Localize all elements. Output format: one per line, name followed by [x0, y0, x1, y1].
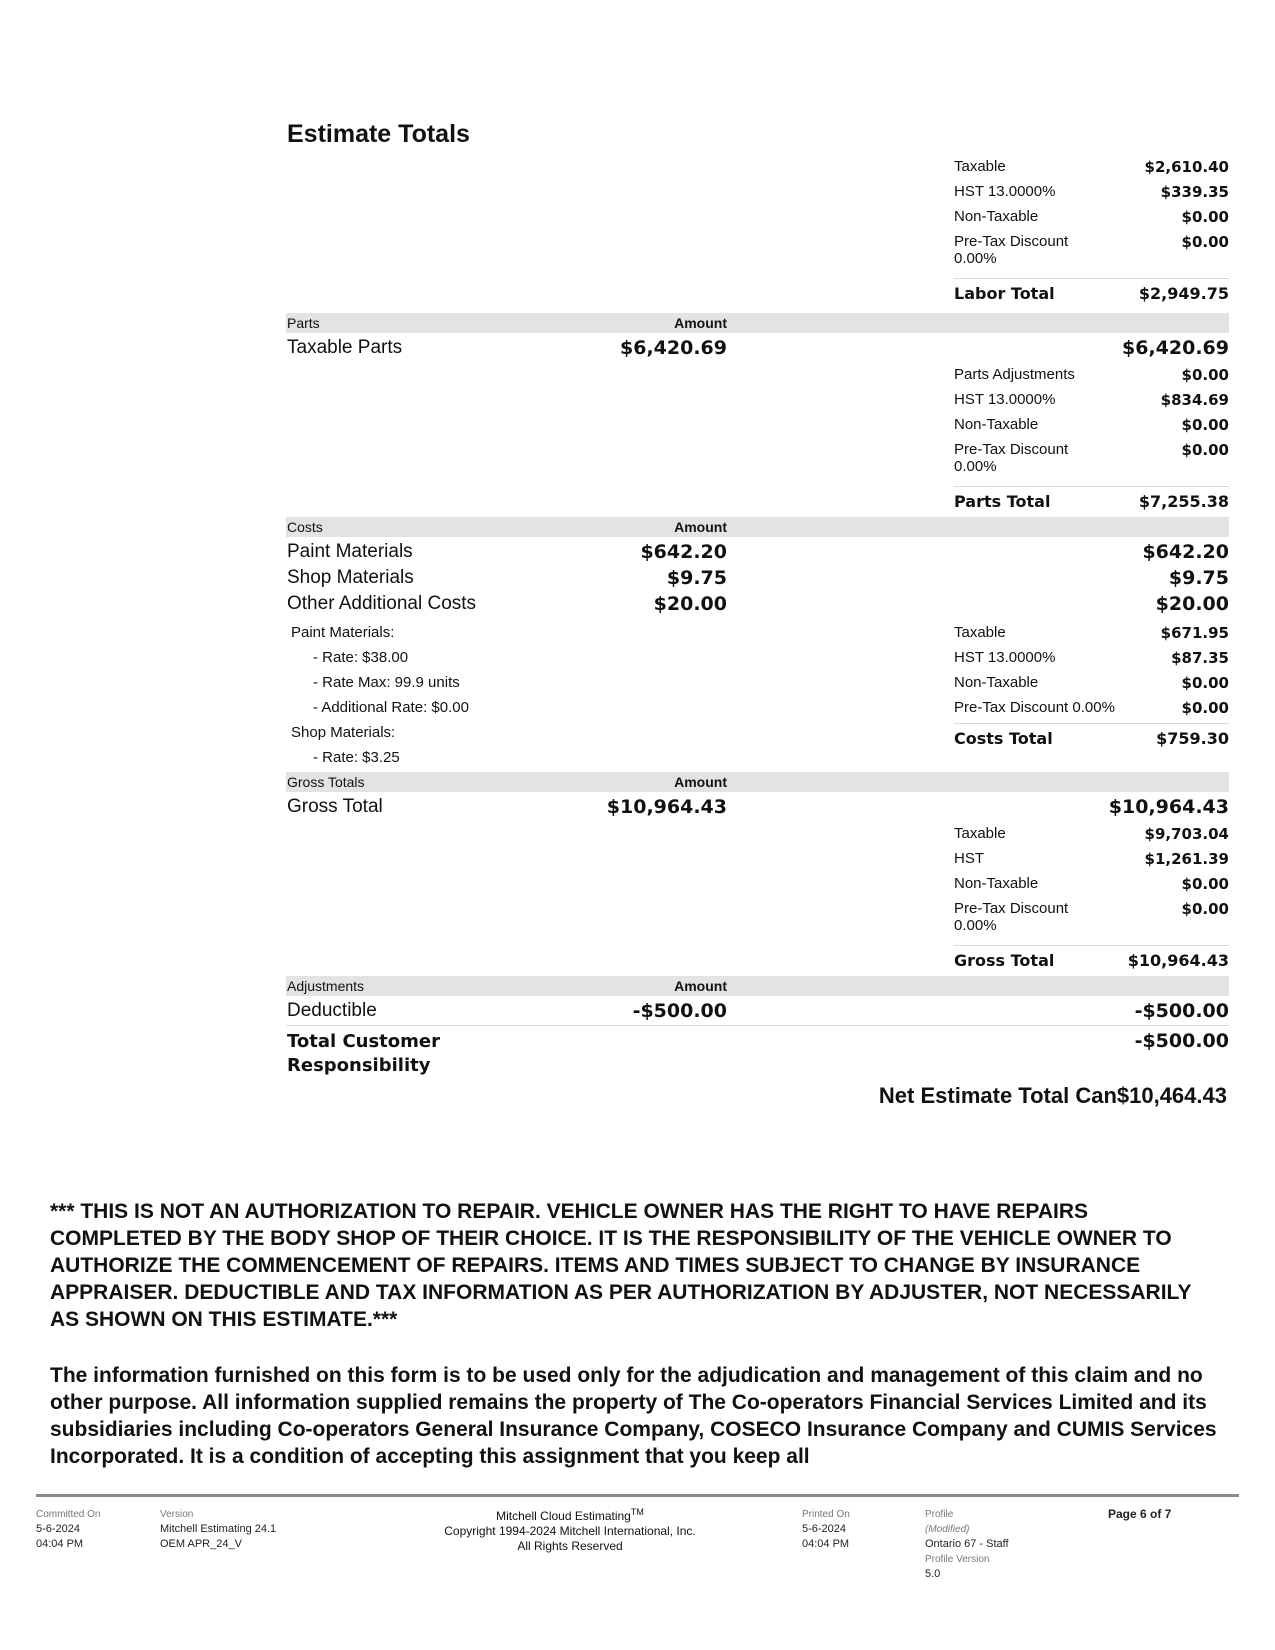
paint-materials-amount: $642.20	[640, 541, 727, 563]
gross-nontaxable-row	[954, 875, 1229, 893]
footer-version: Version Mitchell Estimating 24.1 OEM APR_24_V	[160, 1509, 277, 1550]
labor-nontaxable-row	[954, 208, 1229, 226]
adjustments-header-bar	[286, 976, 1229, 996]
paint-materials-right-amount: $642.20	[1142, 541, 1229, 563]
labor-hst-label: HST 13.0000%	[954, 183, 1056, 200]
cost-note: - Rate: $38.00	[313, 649, 409, 666]
adjustments-header: Adjustments	[287, 978, 365, 994]
footer-copyright: Mitchell Cloud Estimating™ Copyright 1994-2024 Mitchell International, Inc. All Rights Reserved	[444, 1507, 696, 1553]
gross-total-amount: $10,964.43	[606, 796, 727, 818]
footer-divider	[36, 1494, 1239, 1497]
parts-hst-row	[954, 391, 1229, 409]
costs-discount-label: Pre-Tax Discount 0.00%	[954, 699, 1115, 716]
net-estimate-total: Net Estimate Total Can$10,464.43	[878, 1083, 1227, 1108]
shop-materials-right-amount: $9.75	[1168, 567, 1229, 589]
other-costs-right-amount: $20.00	[1155, 593, 1229, 615]
parts-nontaxable-label: Non-Taxable	[954, 416, 1039, 433]
cost-note: - Additional Rate: $0.00	[313, 699, 469, 716]
gross-taxable-row	[954, 825, 1229, 843]
gross-header: Gross Totals	[287, 774, 365, 790]
deductible-amount: -$500.00	[632, 1000, 727, 1022]
costs-discount-value: $0.00	[1181, 699, 1229, 717]
costs-hst-value: $87.35	[1171, 649, 1229, 667]
gross-nontaxable-label: Non-Taxable	[954, 875, 1039, 892]
gross-discount-value: $0.00	[1181, 900, 1229, 918]
costs-taxable-label: Taxable	[954, 624, 1006, 641]
paint-materials-label: Paint Materials	[287, 541, 413, 562]
labor-hst-row	[954, 183, 1229, 201]
parts-total-label: Parts Total	[954, 492, 1051, 511]
costs-total-value: $759.30	[1156, 729, 1229, 748]
labor-total-value: $2,949.75	[1138, 284, 1229, 303]
labor-taxable-row	[954, 158, 1229, 176]
costs-total-row	[954, 723, 1229, 748]
costs-discount-row	[954, 699, 1229, 717]
cost-note: - Rate Max: 99.9 units	[313, 674, 460, 691]
labor-taxable-value: $2,610.40	[1144, 158, 1229, 176]
labor-discount-row	[954, 233, 1229, 267]
parts-discount-label: Pre-Tax Discount 0.00%	[954, 441, 1069, 475]
other-costs-amount: $20.00	[653, 593, 727, 615]
labor-nontaxable-value: $0.00	[1181, 208, 1229, 226]
costs-taxable-row	[954, 624, 1229, 642]
gross-total-label: Gross Total	[287, 796, 383, 817]
footer-profile: Profile (Modified) Ontario 67 - Staff Profile Version 5.0	[925, 1509, 1009, 1580]
gross-total-row	[954, 945, 1229, 970]
other-costs-label: Other Additional Costs	[287, 593, 477, 614]
costs-total-label: Costs Total	[954, 729, 1053, 748]
gross-hst-label: HST	[954, 850, 984, 867]
costs-taxable-value: $671.95	[1160, 624, 1229, 642]
total-customer-responsibility-label: Total Customer Responsibility	[287, 1031, 440, 1076]
page-title: Estimate Totals	[287, 120, 470, 148]
gross-discount-row	[954, 900, 1229, 934]
taxable-parts-label: Taxable Parts	[287, 337, 403, 358]
footer-page-number: Page 6 of 7	[1108, 1507, 1172, 1521]
divider	[286, 1025, 1229, 1026]
parts-adjustments-value: $0.00	[1181, 366, 1229, 384]
deductible-label: Deductible	[287, 1000, 377, 1021]
gross-hst-value: $1,261.39	[1144, 850, 1229, 868]
parts-adjustments-label: Parts Adjustments	[954, 366, 1075, 383]
labor-discount-value: $0.00	[1181, 233, 1229, 251]
costs-header-bar	[286, 517, 1229, 537]
taxable-parts-amount: $6,420.69	[620, 337, 727, 359]
parts-nontaxable-row	[954, 416, 1229, 434]
deductible-right-amount: -$500.00	[1134, 1000, 1229, 1022]
labor-total-row	[954, 278, 1229, 303]
parts-nontaxable-value: $0.00	[1181, 416, 1229, 434]
privacy-disclaimer: The information furnished on this form is to be used only for the adjudication and management of this claim and no other purpose. All information supplied remains the property of The Co-operators Financial Services Limited and its subsidiaries including Co-operators General Insurance Company, COSECO Insurance Company and CUMIS Services Incorporated. It is a condition of accepting this assignment that you keep all	[50, 1364, 1217, 1468]
gross-total-summary-value: $10,964.43	[1127, 951, 1229, 970]
parts-hst-label: HST 13.0000%	[954, 391, 1056, 408]
parts-header-bar	[286, 313, 1229, 333]
cost-note: Paint Materials:	[291, 624, 395, 641]
footer-committed: Committed On 5-6-2024 04:04 PM	[36, 1509, 101, 1550]
costs-nontaxable-row	[954, 674, 1229, 692]
footer-printed: Printed On 5-6-2024 04:04 PM	[802, 1509, 850, 1550]
parts-total-row	[954, 486, 1229, 511]
gross-hst-row	[954, 850, 1229, 868]
costs-header: Costs	[287, 519, 323, 535]
costs-nontaxable-label: Non-Taxable	[954, 674, 1039, 691]
costs-nontaxable-value: $0.00	[1181, 674, 1229, 692]
gross-taxable-label: Taxable	[954, 825, 1006, 842]
costs-amount-header: Amount	[674, 519, 727, 535]
parts-hst-value: $834.69	[1160, 391, 1229, 409]
parts-amount-header: Amount	[674, 315, 727, 331]
shop-materials-label: Shop Materials	[287, 567, 414, 588]
gross-nontaxable-value: $0.00	[1181, 875, 1229, 893]
parts-adjustments-row	[954, 366, 1229, 384]
labor-taxable-label: Taxable	[954, 158, 1006, 175]
gross-total-right-amount: $10,964.43	[1108, 796, 1229, 818]
cost-note: - Rate: $3.25	[313, 749, 400, 766]
adjustments-amount-header: Amount	[674, 978, 727, 994]
taxable-parts-right-amount: $6,420.69	[1122, 337, 1229, 359]
shop-materials-amount: $9.75	[666, 567, 727, 589]
labor-nontaxable-label: Non-Taxable	[954, 208, 1039, 225]
gross-taxable-value: $9,703.04	[1144, 825, 1229, 843]
total-customer-responsibility-amount: -$500.00	[1134, 1030, 1229, 1052]
labor-discount-label: Pre-Tax Discount 0.00%	[954, 233, 1069, 267]
parts-discount-row	[954, 441, 1229, 475]
authorization-disclaimer: *** THIS IS NOT AN AUTHORIZATION TO REPAIR. VEHICLE OWNER HAS THE RIGHT TO HAVE REPAIRS COMPLETED BY THE BODY SHOP OF THEIR CHOICE. IT IS THE RESPONSIBILITY OF THE VEHICLE OWNER TO AUTHORIZE THE COMMENCEMENT OF REPAIRS. ITEMS AND TIMES SUBJECT TO CHANGE BY INSURANCE APPRAISER. DEDUCTIBLE AND TAX INFORMATION AS PER AUTHORIZATION BY ADJUSTER, NOT NECESSARILY AS SHOWN ON THIS ESTIMATE.***	[50, 1200, 1192, 1331]
gross-discount-label: Pre-Tax Discount 0.00%	[954, 900, 1069, 934]
parts-header: Parts	[287, 315, 320, 331]
gross-header-bar	[286, 772, 1229, 792]
costs-hst-label: HST 13.0000%	[954, 649, 1056, 666]
labor-hst-value: $339.35	[1160, 183, 1229, 201]
labor-total-label: Labor Total	[954, 284, 1055, 303]
gross-total-summary-label: Gross Total	[954, 951, 1055, 970]
parts-total-value: $7,255.38	[1138, 492, 1229, 511]
cost-note: Shop Materials:	[291, 724, 396, 741]
gross-amount-header: Amount	[674, 774, 727, 790]
costs-hst-row	[954, 649, 1229, 667]
parts-discount-value: $0.00	[1181, 441, 1229, 459]
